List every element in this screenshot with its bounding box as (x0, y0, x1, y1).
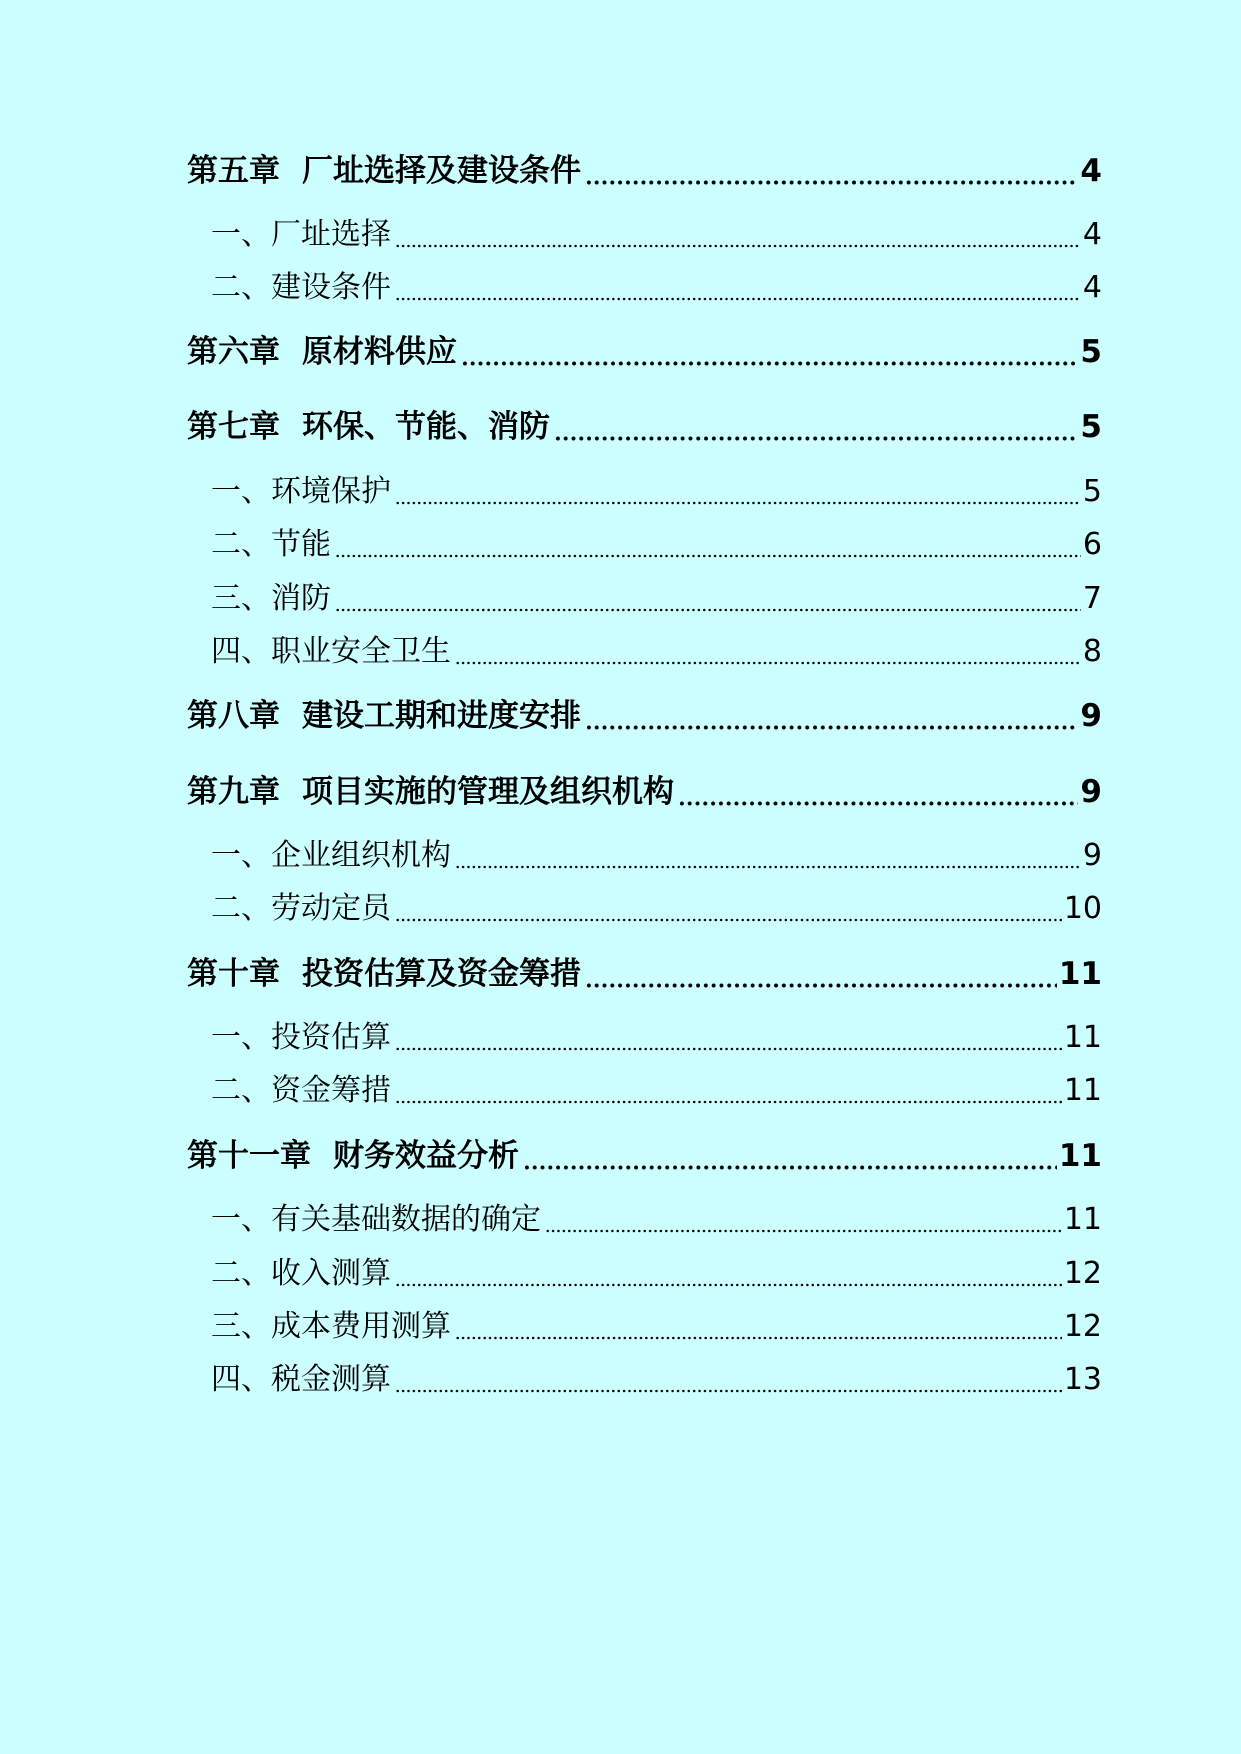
toc-entry-title (187, 774, 674, 810)
page-number: 12 (1063, 1256, 1102, 1291)
chapter-number: 第八章 (187, 698, 280, 734)
entry-title-text: 建设工期和进度安排 (302, 698, 581, 734)
chapter-number: 第十一章 (187, 1138, 311, 1174)
page-number: 11 (1058, 1138, 1102, 1174)
dot-leader (395, 475, 1081, 505)
dot-leader (585, 154, 1078, 185)
page-number: 4 (1082, 270, 1102, 305)
toc-entry-title (211, 527, 331, 562)
toc-entry-title (211, 1309, 451, 1344)
page-number: 12 (1063, 1309, 1102, 1344)
entry-title-text: 一、投资估算 (211, 1020, 391, 1055)
toc-entry-title (187, 153, 581, 189)
entry-title-text: 三、消防 (211, 581, 331, 616)
toc-entry-title (211, 891, 391, 926)
dot-leader (395, 892, 1062, 922)
chapter-number: 第九章 (187, 774, 280, 810)
toc-entry-ch10-s1[interactable] (187, 1017, 1102, 1053)
toc-entry-ch11[interactable] (187, 1135, 1102, 1172)
toc-entry-ch8[interactable] (187, 695, 1102, 732)
page-number: 7 (1082, 581, 1102, 616)
toc-entry-ch11-s1[interactable] (187, 1199, 1102, 1235)
dot-leader (523, 1139, 1057, 1170)
entry-title-text: 一、有关基础数据的确定 (211, 1202, 541, 1237)
entry-title-text: 二、收入测算 (211, 1256, 391, 1291)
entry-title-text: 财务效益分析 (333, 1138, 519, 1174)
chapter-number: 第五章 (187, 153, 280, 189)
page-number: 5 (1082, 474, 1102, 509)
toc-entry-title (211, 270, 391, 305)
page-number: 6 (1082, 527, 1102, 562)
toc-entry-ch7-s3[interactable] (187, 578, 1102, 614)
page-number: 8 (1082, 634, 1102, 669)
toc-entry-title (187, 334, 457, 370)
entry-title-text: 投资估算及资金筹措 (302, 956, 581, 992)
dot-leader (678, 775, 1078, 806)
toc-entry-title (187, 409, 550, 445)
page-number: 5 (1080, 334, 1102, 370)
page-number: 4 (1082, 217, 1102, 252)
dot-leader (461, 335, 1078, 366)
page-number: 11 (1058, 956, 1102, 992)
dot-leader (585, 699, 1078, 730)
toc-entry-ch9-s1[interactable] (187, 835, 1102, 871)
dot-leader (585, 957, 1057, 988)
page-number: 9 (1080, 774, 1102, 810)
toc-entry-title (211, 1073, 391, 1108)
dot-leader (335, 582, 1081, 612)
chapter-number: 第七章 (187, 409, 280, 445)
toc-entry-title (211, 581, 331, 616)
toc-entry-title (211, 474, 391, 509)
entry-title-text: 项目实施的管理及组织机构 (302, 774, 674, 810)
dot-leader (395, 1074, 1062, 1104)
toc-entry-ch5-s1[interactable] (187, 214, 1102, 250)
toc-entry-ch5-s2[interactable] (187, 267, 1102, 303)
page-number: 9 (1082, 838, 1102, 873)
toc-entry-ch5[interactable] (187, 150, 1102, 187)
entry-title-text: 三、成本费用测算 (211, 1309, 451, 1344)
toc-entry-ch11-s2[interactable] (187, 1253, 1102, 1289)
toc-entry-ch10[interactable] (187, 953, 1102, 990)
toc-entry-title (187, 956, 581, 992)
toc-entry-title (211, 1256, 391, 1291)
dot-leader (395, 1257, 1062, 1287)
toc-entry-ch9-s2[interactable] (187, 888, 1102, 924)
dot-leader (335, 528, 1081, 558)
toc-entry-title (211, 1202, 541, 1237)
entry-title-text: 二、节能 (211, 527, 331, 562)
page-number: 9 (1080, 698, 1102, 734)
page-number: 10 (1063, 891, 1102, 926)
entry-title-text: 厂址选择及建设条件 (302, 153, 581, 189)
entry-title-text: 四、职业安全卫生 (211, 634, 451, 669)
page-number: 4 (1080, 153, 1102, 189)
chapter-number: 第十章 (187, 956, 280, 992)
dot-leader (455, 1310, 1062, 1340)
entry-title-text: 二、资金筹措 (211, 1073, 391, 1108)
entry-title-text: 环保、节能、消防 (302, 409, 550, 445)
entry-title-text: 一、企业组织机构 (211, 838, 451, 873)
dot-leader (395, 218, 1081, 248)
chapter-number: 第六章 (187, 334, 280, 370)
toc-entry-title (187, 1138, 519, 1174)
toc-entry-title (211, 838, 451, 873)
dot-leader (395, 1363, 1062, 1393)
toc-entry-ch7-s4[interactable] (187, 631, 1102, 667)
entry-title-text: 二、劳动定员 (211, 891, 391, 926)
dot-leader (545, 1203, 1062, 1233)
toc-entry-ch7-s1[interactable] (187, 471, 1102, 507)
dot-leader (455, 635, 1081, 665)
page-number: 5 (1080, 409, 1102, 445)
toc-entry-ch7[interactable] (187, 406, 1102, 443)
entry-title-text: 一、厂址选择 (211, 217, 391, 252)
dot-leader (455, 839, 1081, 869)
toc-entry-title (211, 1362, 391, 1397)
page-number: 13 (1063, 1362, 1102, 1397)
toc-entry-ch9[interactable] (187, 771, 1102, 808)
toc-entry-title (211, 217, 391, 252)
entry-title-text: 原材料供应 (302, 334, 457, 370)
toc-entry-ch11-s3[interactable] (187, 1306, 1102, 1342)
page-number: 11 (1063, 1202, 1102, 1237)
toc-entry-title (211, 1020, 391, 1055)
dot-leader (395, 271, 1081, 301)
toc-entry-title (187, 698, 581, 734)
dot-leader (395, 1021, 1062, 1051)
toc-entry-title (211, 634, 451, 669)
page-number: 11 (1063, 1020, 1102, 1055)
entry-title-text: 二、建设条件 (211, 270, 391, 305)
toc-entry-ch11-s4[interactable] (187, 1359, 1102, 1395)
toc-entry-ch6[interactable] (187, 331, 1102, 368)
page-number: 11 (1063, 1073, 1102, 1108)
toc-entry-ch7-s2[interactable] (187, 524, 1102, 560)
entry-title-text: 一、环境保护 (211, 474, 391, 509)
toc-entry-ch10-s2[interactable] (187, 1070, 1102, 1106)
entry-title-text: 四、税金测算 (211, 1362, 391, 1397)
dot-leader (554, 410, 1078, 441)
